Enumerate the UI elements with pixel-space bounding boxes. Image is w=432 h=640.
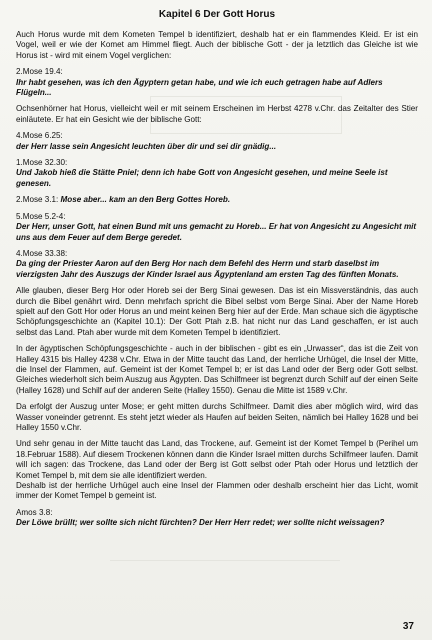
paragraph-4: In der ägyptischen Schöpfungsgeschichte - auch in der biblischen - gibt es ein „Urwasser“, das ist die Zeit von Halley 4315 bis Halley 4238 v.Chr. Etwa in der Mitte taucht das Land, der herrliche Urhügel, die Insel der Mitte, die Insel der Flammen, auf. Gemeint ist der Komet Tempel b; er ist das Land oder der Berg oder Gott selbst. Gleiches wiederholt sich beim Auszug aus Ägypten. Das Schilfmeer ist begrenzt durch Schilf auf der einen Seite (Halley 1628) und Schilf auf der anderen Seite (Halley 1550). Genau die Mitte ist 1589 v.Chr. xyxy=(16,344,418,395)
bible-ref-1: 2.Mose 19.4: xyxy=(16,67,63,77)
bleed-shape-2 xyxy=(110,560,340,605)
paragraph-3: Alle glauben, dieser Berg Hor oder Horeb sei der Berg Sinai gewesen. Das ist ein Missverständnis, das auch durch die Bibel genährt wird. Denn mehrfach spricht die Bibel selbst vom Berge Sinai. Aber der Name Horeb spielt auf den Gott Hor oder Horus an und meint keinen Berg hier auf der Erde. Man schaue sich die ägyptische Schöpfungsgeschichte an (Kapitel 10.1): Der Gott Ptah z.B. hat nicht nur das Land geschaffen, er ist auch selbst das Land. Ptah aber wurde mit dem Kometen Tempel b identifiziert. xyxy=(16,286,418,337)
bible-quote-7: Der Löwe brüllt; wer sollte sich nicht fürchten? Der Herr Herr redet; wer sollte nicht weissagen? xyxy=(16,518,385,528)
bible-ref-3: 1.Mose 32.30: xyxy=(16,158,68,168)
page-content xyxy=(16,8,418,535)
paragraph-intro: Auch Horus wurde mit dem Kometen Tempel b identifiziert, deshalb hat er ein flammendes Kleid. Er ist ein Vogel, weil er wie der Komet am Himmel fliegt. Auch der biblische Gott - der ja letztlich das Gleiche ist wie Horus ist - wird mit einem Vogel verglichen: xyxy=(16,30,418,60)
bible-quote-4: Mose aber... kam an den Berg Gottes Horeb. xyxy=(60,195,231,205)
paragraph-6: Und sehr genau in der Mitte taucht das Land, das Trockene, auf. Gemeint ist der Komet Tempel b (Perihel um 18.Februar 1588). Auf diesem Trockenen können dann die Kinder Israel mitten durchs Schilfmeer laufen. Damit will ich sagen: das Trockene, das Land oder der Berg ist Gott selbst oder Ptah oder Horus und letztlich der Komet Tempel b, mit dem sie alle identifiziert werden. xyxy=(16,439,418,480)
bible-ref-2: 4.Mose 6.25: xyxy=(16,131,63,141)
page-number: 37 xyxy=(402,621,414,632)
paragraph-7: Deshalb ist der herrliche Urhügel auch eine Insel der Flammen oder deshalb erscheint hier das Licht, womit immer der Komet Tempel b gemeint ist. xyxy=(16,481,418,501)
bible-ref-7: Amos 3.8: xyxy=(16,507,53,517)
bible-quote-2: der Herr lasse sein Angesicht leuchten über dir und sei dir gnädig... xyxy=(16,141,277,151)
bible-quote-3: Und Jakob hieß die Stätte Pniel; denn ich habe Gott von Angesicht gesehen, und meine Seele ist genesen. xyxy=(16,168,388,188)
bible-ref-5: 5.Mose 5.2-4: xyxy=(16,211,66,221)
bible-quote-5: Der Herr, unser Gott, hat einen Bund mit uns gemacht zu Horeb... Er hat von Angesicht zu Angesicht mit uns aus dem Feuer auf dem Berge geredet. xyxy=(16,222,417,242)
bible-ref-6: 4.Mose 33.38: xyxy=(16,248,68,258)
bible-ref-4-line xyxy=(16,195,418,205)
paragraph-5: Da erfolgt der Auszug unter Mose; er geht mitten durchs Schilfmeer. Damit dies aber möglich wird, wird das Wasser voneinder getrennt. Es steht jetzt wieder als Haufen auf beiden Seiten, nämlich bei Halley 1628 und bei Halley 1550 v.Chr. xyxy=(16,402,418,432)
chapter-title: Kapitel 6 Der Gott Horus xyxy=(158,9,276,20)
bible-quote-1: Ihr habt gesehen, was ich den Ägyptern getan habe, und wie ich euch getragen habe auf Adlers Flügeln... xyxy=(16,77,383,98)
paragraph-2: Ochsenhörner hat Horus, vielleicht weil er mit seinem Erscheinen im Herbst 4278 v.Chr. das Zeitalter des Stier einläutete. Er hat ein Gesicht wie der biblische Gott: xyxy=(16,104,418,124)
bible-quote-6: Da ging der Priester Aaron auf den Berg Hor nach dem Befehl des Herrn und starb daselbst im vierzigsten Jahr des Auszugs der Kinder Israel aus Ägyptenland am ersten Tag des fünften Monats. xyxy=(16,259,399,279)
bible-ref-4: 2.Mose 3.1: xyxy=(16,195,59,205)
